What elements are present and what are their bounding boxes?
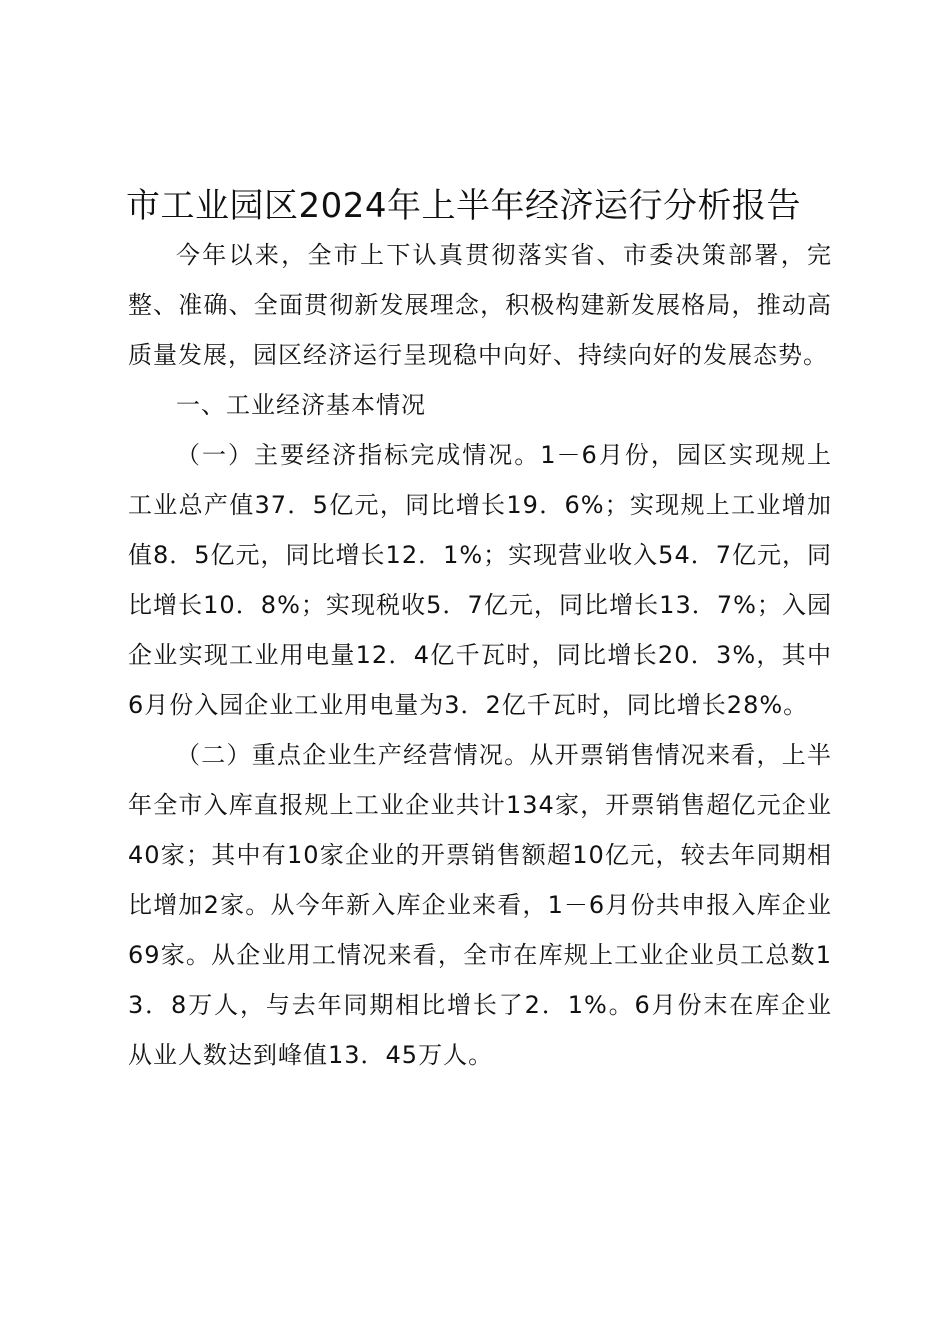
document-title: 市工业园区2024年上半年经济运行分析报告: [126, 186, 802, 226]
paragraph-main-indicators: （一）主要经济指标完成情况。1－6月份，园区实现规上工业总产值37．5亿元，同比增长19．6%；实现规上工业增加值8．5亿元，同比增长12．1%；实现营业收入54．7亿元，同比增长10．8%；实现税收5．7亿元，同比增长13．7%；入园企业实现工业用电量12．4亿千瓦时，同比增长20．3%，其中6月份入园企业工业用电量为3．2亿千瓦时，同比增长28%。: [128, 441, 832, 719]
document-body: [128, 230, 832, 1080]
section-heading-1: 一、工业经济基本情况: [176, 391, 426, 419]
paragraph-intro: 今年以来，全市上下认真贯彻落实省、市委决策部署，完整、准确、全面贯彻新发展理念，积极构建新发展格局，推动高质量发展，园区经济运行呈现稳中向好、持续向好的发展态势。: [128, 241, 832, 369]
paragraph-key-enterprises: （二）重点企业生产经营情况。从开票销售情况来看，上半年全市入库直报规上工业企业共计134家，开票销售超亿元企业40家；其中有10家企业的开票销售额超10亿元，较去年同期相比增加2家。从今年新入库企业来看，1－6月份共申报入库企业69家。从企业用工情况来看，全市在库规上工业企业员工总数13．8万人，与去年同期相比增长了2．1%。6月份末在库企业从业人数达到峰值13．45万人。: [128, 741, 832, 1069]
